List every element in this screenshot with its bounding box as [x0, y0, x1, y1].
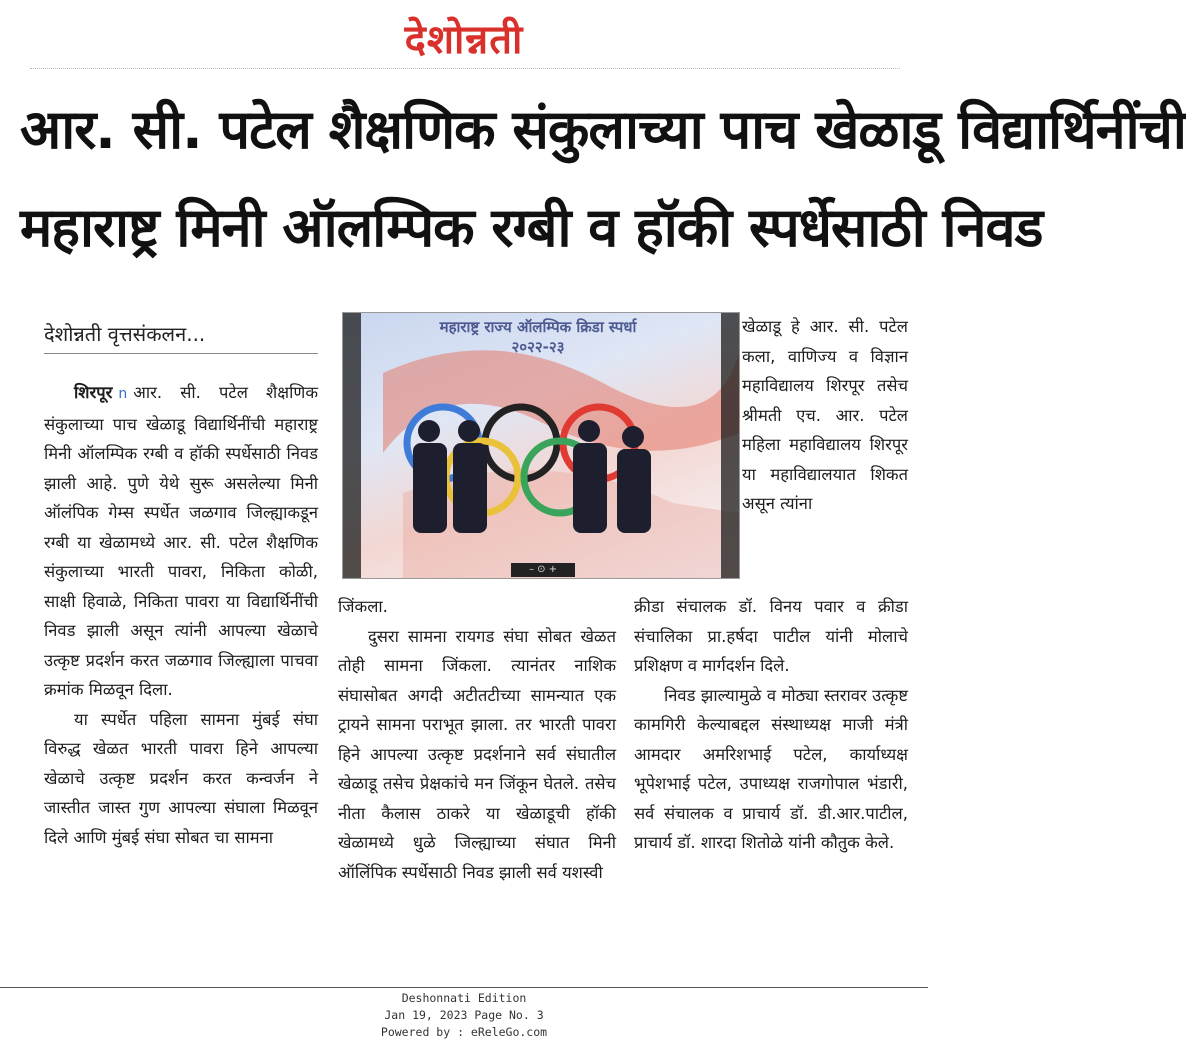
article-column-1 [44, 378, 318, 984]
article-photo [342, 312, 740, 579]
headline-line-1: आर. सी. पटेल शैक्षणिक संकुलाच्या पाच खेळाडू विद्यार्थिनींची [20, 98, 1186, 161]
article-paragraph [44, 378, 318, 705]
footer-date-page: Jan 19, 2023 Page No. 3 [384, 1008, 544, 1022]
article-paragraph: निवड झाल्यामुळे व मोठ्या स्तरावर उत्कृष्ट कामगिरी केल्याबद्दल संस्थाध्यक्ष माजी मंत्री आमदार अमरिशभाई पटेल, कार्याध्यक्ष भूपेशभाई पटेल, उपाध्यक्ष राजगोपाल भंडारी, सर्व संचालक व प्राचार्य डॉ. डी.आर.पाटील, प्राचार्य डॉ. शारदा शितोळे यांनी कौतुक केले. [634, 685, 908, 852]
article-column-3 [634, 592, 908, 984]
masthead-logo: देशोन्नती [404, 17, 524, 63]
footer-divider [0, 987, 928, 988]
dateline-bullet-icon: n [118, 386, 128, 402]
photo-banner-text: महाराष्ट्र राज्य ऑलम्पिक क्रिडा स्पर्धा २०२२-२३ [439, 318, 637, 356]
article-text: आर. सी. पटेल शैक्षणिक संकुलाच्या पाच खेळाडू विद्यार्थिनींची महाराष्ट्र मिनी ऑलम्पिक रग्बी व हॉकी स्पर्धेसाठी निवड झाली आहे. पुणे येथे सुरू असलेल्या मिनी ऑलंपिक गेम्स स्पर्धेत जळगाव जिल्ह्याकडून रग्बी या खेळामध्ये आर. सी. पटेल शैक्षणिक संकुलाच्या भारती पावरा, निकिता कोळी, साक्षी हिवाळे, निकिता पावरा या विद्यार्थिनींची निवड झाली असून त्यांनी आपल्या खेळाचे उत्कृष्ट प्रदर्शन करत जळगाव जिल्ह्याला पाचवा क्रमांक मिळवून दिला. [44, 383, 318, 699]
dateline: शिरपूर [74, 383, 113, 402]
article-column-3-top [742, 312, 908, 594]
headline-line-2: महाराष्ट्र मिनी ऑलम्पिक रग्बी व हॉकी स्पर्धेसाठी निवड [20, 196, 1043, 259]
article-paragraph: खेळाडू हे आर. सी. पटेल कला, वाणिज्य व विज्ञान महाविद्यालय शिरपूर तसेच श्रीमती एच. आर. पटेल महिला महाविद्यालय शिरपूर या महाविद्यालयात शिकत असून त्यांना [742, 317, 908, 513]
byline: देशोन्नती वृत्तसंकलन... [44, 320, 318, 354]
article-column-2 [338, 592, 616, 984]
footer-powered-by: Powered by : eReleGo.com [380, 1025, 548, 1039]
article-paragraph: या स्पर्धेत पहिला सामना मुंबई संघा विरुद्ध खेळत भारती पावरा हिने आपल्या खेळाचे उत्कृष्ट प्रदर्शन करत कन्वर्जन ने जास्तीत जास्त गुण आपल्या संघाला मिळवून दिले आणि मुंबई संघा सोबत चा सामना [44, 709, 318, 847]
footer [0, 990, 928, 1041]
article-paragraph: जिंकला. [338, 597, 388, 616]
footer-edition: Deshonnati Edition [401, 991, 527, 1005]
image-zoom-toolbar[interactable]: – ⊙ + [511, 563, 575, 577]
masthead-divider [30, 68, 900, 69]
article-paragraph: दुसरा सामना रायगड संघा सोबत खेळत तोही सामना जिंकला. त्यानंतर नाशिक संघासोबत अगदी अटीतटीच्या सामन्यात एक ट्रायने सामना पराभूत झाला. तर भारती पावरा हिने आपल्या उत्कृष्ट प्रदर्शनाने सर्व संघातील खेळाडू तसेच प्रेक्षकांचे मन जिंकून घेतले. तसेच नीता कैलास ठाकरे या खेळाडूची हॉकी खेळामध्ये धुळे जिल्ह्याच्या संघात मिनी ऑलिंपिक स्पर्धेसाठी निवड झाली सर्व यशस्वी [338, 626, 616, 882]
article-paragraph: क्रीडा संचालक डॉ. विनय पवार व क्रीडा संचालिका प्रा.हर्षदा पाटील यांनी मोलाचे प्रशिक्षण व मार्गदर्शन दिले. [634, 597, 908, 675]
